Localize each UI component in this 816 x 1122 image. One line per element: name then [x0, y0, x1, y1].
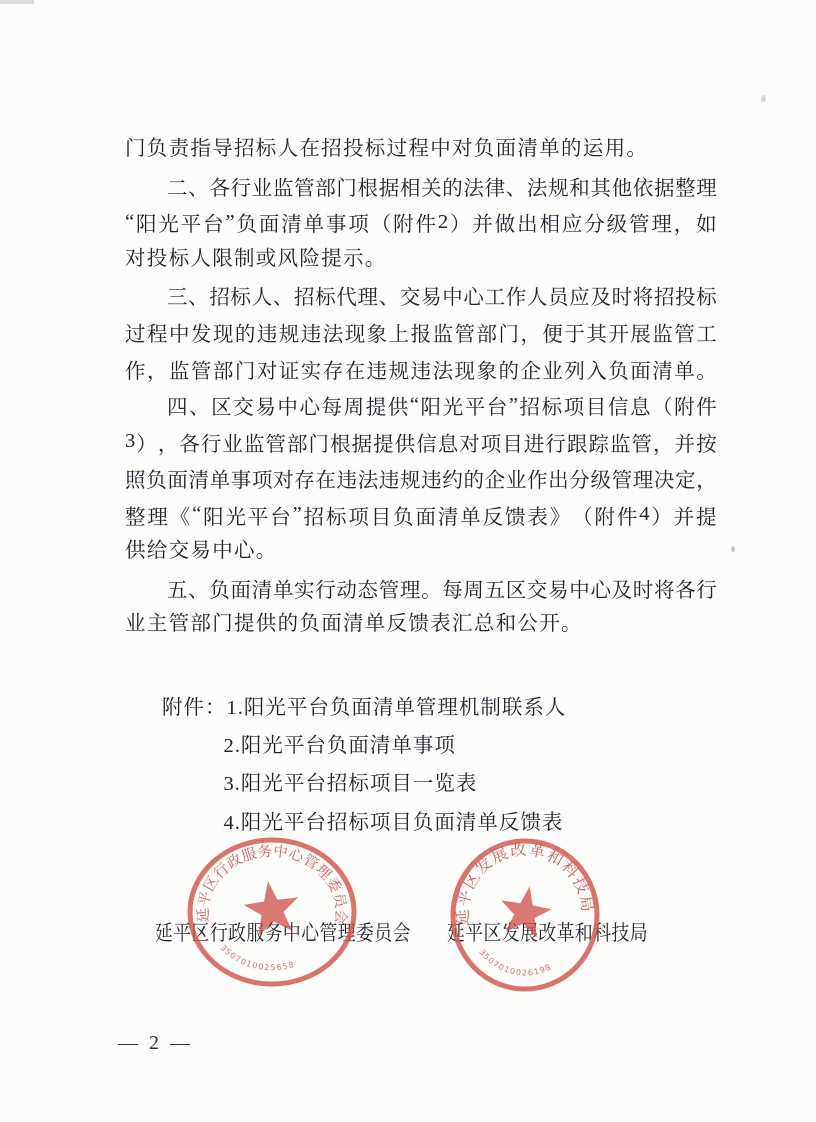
- paragraph: [125, 387, 717, 570]
- body-line: 供给交易中心。: [125, 540, 278, 563]
- scan-artifact: [587, 196, 590, 199]
- body-line: “ 阳 光 平 台 ” 负 面 清 单 事 项 （ 附 件 2 ） 并 做 出 相 应 分 级 管 理 ， 如: [125, 210, 717, 237]
- body-line: 二 、 各 行 业 监 管 部 门 根 据 相 关 的 法 律 、 法 规 和 其 他 依 据 整 理: [167, 177, 717, 200]
- seal-code-text: 3507010026198: [477, 947, 554, 978]
- body-line: 3 ） ， 各 行 业 监 管 部 门 根 据 提 供 信 息 对 项 目 进 行 跟 踪 监 管 ， 并 按: [125, 430, 717, 456]
- svg-text:3507010026198: [477, 948, 553, 978]
- seal-arc-text: 延平区发展改革和科技局: [454, 841, 596, 926]
- official-seal-right: [448, 836, 604, 994]
- svg-text:3507010025658: [218, 943, 296, 972]
- attachment-item: 2.阳光平台负面清单事项: [223, 735, 456, 758]
- body-line: 照 负 面 清 单 事 项 对 存 在 违 法 违 规 违 约 的 企 业 作 出 分 级 管 理 决 定 ，: [125, 470, 717, 493]
- scan-artifact: [731, 546, 735, 552]
- paragraph: [125, 277, 717, 387]
- signature-org-right: 延平区发展改革和科技局: [447, 921, 649, 945]
- body-line: 门负责指导招标人在招投标过程中对负面清单的运用。: [125, 138, 649, 160]
- star-icon: [496, 882, 555, 939]
- body-text: [125, 131, 717, 643]
- scan-artifact: [761, 95, 766, 102]
- attachments-label: 附件：: [162, 697, 227, 719]
- attachment-item: [162, 689, 566, 727]
- paragraph: [125, 570, 717, 643]
- body-line: 过 程 中 发 现 的 违 规 违 法 现 象 上 报 监 管 部 门 ， 便 于 其 开 展 监 管 工: [125, 324, 717, 346]
- signature-org-left: 延平区行政服务中心管理委员会: [155, 921, 411, 945]
- attachment-item: 3.阳光平台招标项目一览表: [223, 773, 478, 796]
- body-line: 对投标人限制或风险提示。: [125, 247, 387, 270]
- attachment-item: 4.阳光平台招标项目负面清单反馈表: [223, 811, 564, 834]
- seal-arc-text: 延平区行政服务中心管理委员会: [195, 843, 349, 926]
- body-line: 整 理 《 “ 阳 光 平 台 ” 招 标 项 目 负 面 清 单 反 馈 表 》 （ 附 件 4 ） 并 提: [125, 503, 717, 529]
- paragraph: [125, 168, 717, 278]
- body-line: 四 、 区 交 易 中 心 每 周 提 供 “ 阳 光 平 台 ” 招 标 项 目 信 息 （ 附 件: [167, 393, 717, 420]
- scan-artifact: [0, 0, 34, 4]
- seal-code-text: 3507010025658: [218, 943, 297, 973]
- attachments-block: [162, 689, 566, 842]
- body-line: 五 、 负 面 清 单 实 行 动 态 管 理 。 每 周 五 区 交 易 中 心 及 时 将 各 行: [167, 579, 717, 602]
- page-number: — 2 —: [118, 1032, 193, 1054]
- paragraph: [125, 131, 717, 168]
- body-line: 三 、 招 标 人 、 招 标 代 理 、 交 易 中 心 工 作 人 员 应 及 时 将 招 投 标: [167, 287, 717, 310]
- body-line: 作 ， 监 管 部 门 对 证 实 存 在 违 规 违 法 现 象 的 企 业 列 入 负 面 清 单 。: [125, 360, 717, 383]
- body-line: 业主管部门提供的负面清单反馈表汇总和公开。: [125, 613, 583, 636]
- star-icon: [241, 877, 303, 937]
- official-seal-left: [182, 834, 362, 994]
- attachment-item-text: 1.阳光平台负面清单管理机制联系人: [226, 697, 567, 719]
